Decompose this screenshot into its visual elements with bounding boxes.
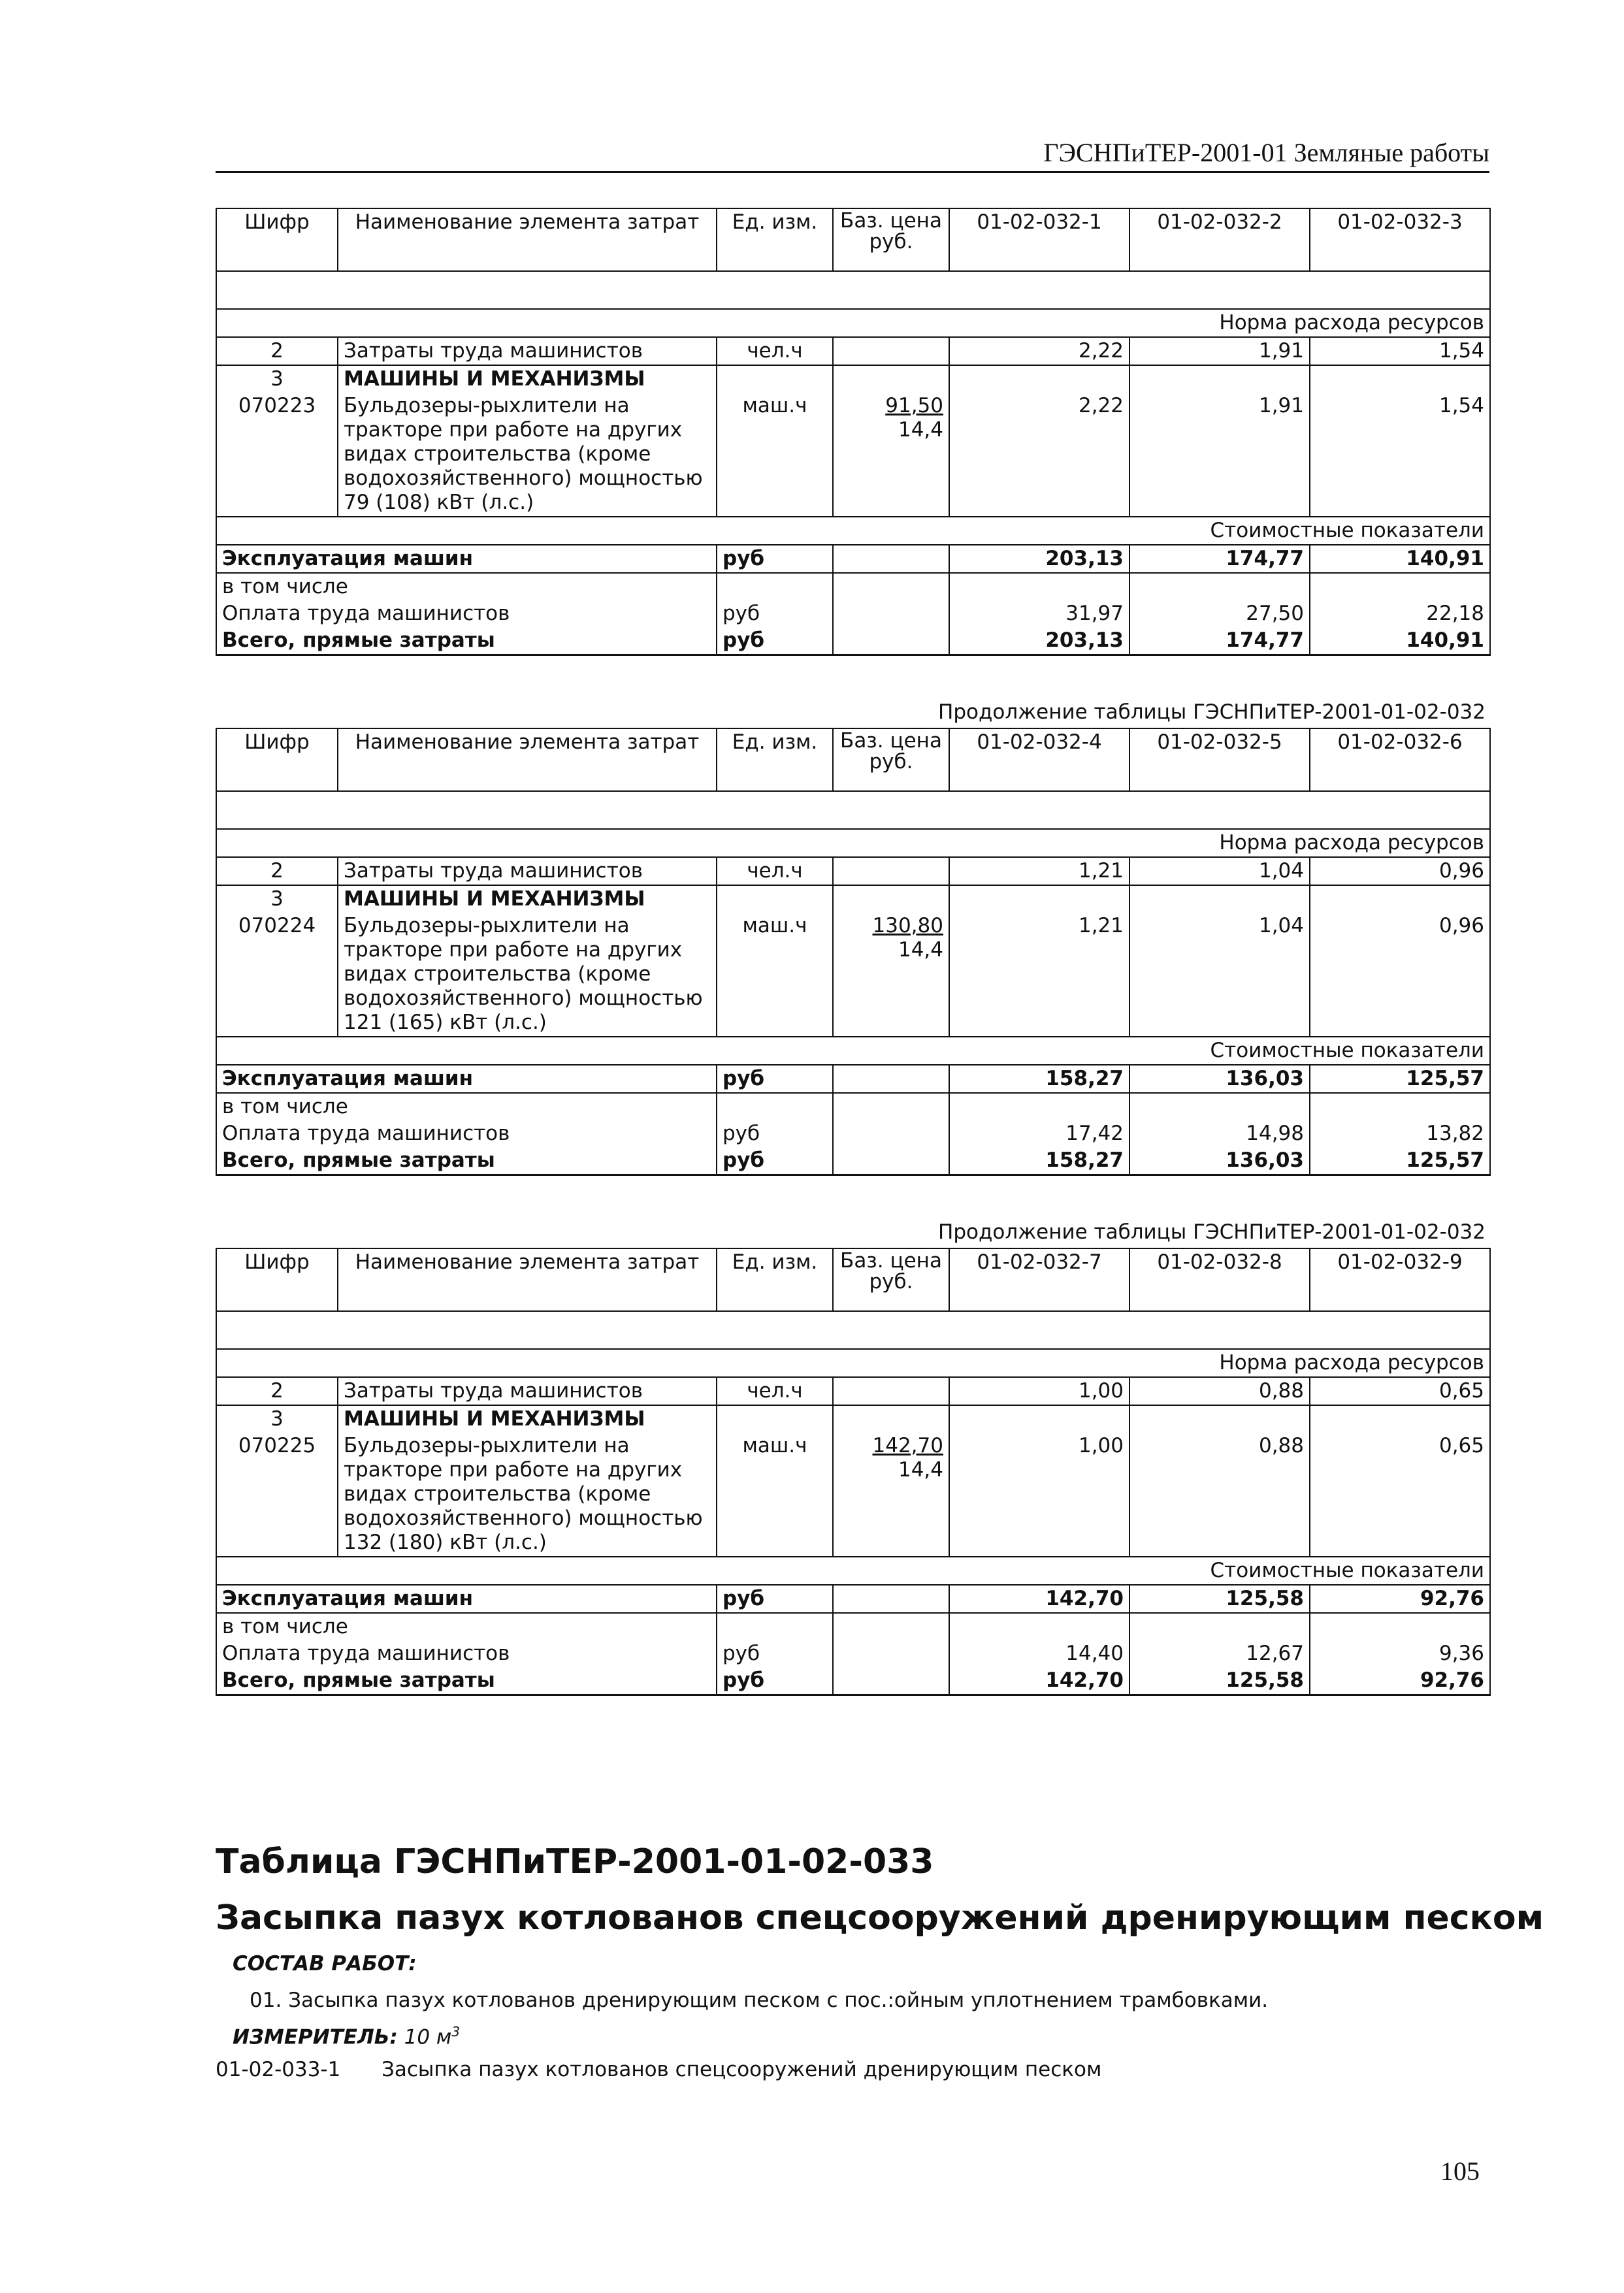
col-header-unit: Ед. изм.	[717, 208, 833, 271]
section-subtitle: Засыпка пазух котлованов спецсооружений дренирующим песком	[216, 1898, 1544, 1938]
exploitation-value: 158,27	[949, 1065, 1129, 1093]
machine-value: 1,91	[1129, 393, 1310, 517]
operator-pay-value: 17,42	[949, 1120, 1129, 1147]
operator-pay-unit: руб	[717, 600, 833, 627]
exploitation-unit: руб	[717, 1585, 833, 1613]
exploitation-value: 125,58	[1129, 1585, 1310, 1613]
labor-code: 2	[216, 857, 338, 885]
col-header-norm-code: 01-02-032-4	[949, 728, 1129, 791]
labor-value: 1,00	[949, 1377, 1129, 1405]
norm-item	[216, 2058, 1101, 2081]
exploitation-value: 140,91	[1310, 545, 1490, 573]
operator-pay-label: Оплата труда машинистов	[216, 600, 717, 627]
total-value: 203,13	[949, 627, 1129, 655]
labor-name: Затраты труда машинистов	[338, 337, 717, 365]
cost-section-label: Стоимостные показатели	[216, 1557, 1490, 1585]
operator-pay-label: Оплата труда машинистов	[216, 1120, 717, 1147]
labor-value: 1,21	[949, 857, 1129, 885]
operator-pay-value: 31,97	[949, 600, 1129, 627]
total-unit: руб	[717, 1147, 833, 1175]
operator-pay-value: 27,50	[1129, 600, 1310, 627]
machine-code: 070223	[216, 393, 338, 517]
measure-unit-power: 3	[451, 2024, 461, 2040]
machines-heading: МАШИНЫ И МЕХАНИЗМЫ	[338, 1405, 717, 1433]
machine-value: 0,65	[1310, 1433, 1490, 1557]
machine-price-labor: 14,4	[898, 418, 943, 442]
labor-value: 2,22	[949, 337, 1129, 365]
machine-price-labor: 14,4	[898, 938, 943, 962]
norm-section-label: Норма расхода ресурсов	[216, 829, 1490, 857]
resource-table-1	[216, 208, 1491, 656]
total-unit: руб	[717, 627, 833, 655]
including-label: в том числе	[216, 1093, 717, 1120]
machine-value: 1,00	[949, 1433, 1129, 1557]
col-header-base-price: Баз. цена руб.	[833, 728, 949, 791]
exploitation-value: 125,57	[1310, 1065, 1490, 1093]
operator-pay-unit: руб	[717, 1120, 833, 1147]
machine-code: 070224	[216, 913, 338, 1037]
including-label: в том числе	[216, 1613, 717, 1640]
total-value: 92,76	[1310, 1667, 1490, 1695]
operator-pay-value: 14,40	[949, 1640, 1129, 1667]
norm-section-label: Норма расхода ресурсов	[216, 1349, 1490, 1377]
col-header-norm-code: 01-02-032-7	[949, 1248, 1129, 1311]
col-header-name: Наименование элемента затрат	[338, 1248, 717, 1311]
machine-value: 0,88	[1129, 1433, 1310, 1557]
machine-name: Бульдозеры-рыхлители на тракторе при работе на других видах строительства (кроме водохозяйственного) мощностью 121 (165) кВт (л.с.)	[338, 913, 717, 1037]
col-header-code: Шифр	[216, 1248, 338, 1311]
including-label: в том числе	[216, 573, 717, 600]
machine-value: 1,04	[1129, 913, 1310, 1037]
labor-code: 2	[216, 1377, 338, 1405]
machine-price-labor: 14,4	[898, 1458, 943, 1482]
operator-pay-value: 14,98	[1129, 1120, 1310, 1147]
cost-section-label: Стоимостные показатели	[216, 1037, 1490, 1065]
total-label: Всего, прямые затраты	[216, 1667, 717, 1695]
machine-value: 1,54	[1310, 393, 1490, 517]
exploitation-label: Эксплуатация машин	[216, 545, 717, 573]
total-value: 174,77	[1129, 627, 1310, 655]
col-header-norm-code: 01-02-032-5	[1129, 728, 1310, 791]
exploitation-label: Эксплуатация машин	[216, 1065, 717, 1093]
machines-code: 3	[216, 365, 338, 393]
resource-table-3	[216, 1248, 1491, 1696]
exploitation-label: Эксплуатация машин	[216, 1585, 717, 1613]
table-continuation-caption: Продолжение таблицы ГЭСНПиТЕР-2001-01-02-032	[938, 1220, 1486, 1244]
labor-unit: чел.ч	[717, 337, 833, 365]
machine-value: 1,21	[949, 913, 1129, 1037]
work-composition-label: СОСТАВ РАБОТ:	[233, 1952, 417, 1976]
cost-section-label: Стоимостные показатели	[216, 517, 1490, 545]
total-value: 140,91	[1310, 627, 1490, 655]
labor-name: Затраты труда машинистов	[338, 1377, 717, 1405]
total-value: 125,57	[1310, 1147, 1490, 1175]
total-label: Всего, прямые затраты	[216, 1147, 717, 1175]
measure-label: ИЗМЕРИТЕЛЬ:	[233, 2025, 398, 2049]
labor-name: Затраты труда машинистов	[338, 857, 717, 885]
table-continuation-caption: Продолжение таблицы ГЭСНПиТЕР-2001-01-02-032	[938, 700, 1486, 724]
operator-pay-value: 9,36	[1310, 1640, 1490, 1667]
col-header-norm-code: 01-02-032-1	[949, 208, 1129, 271]
col-header-norm-code: 01-02-032-9	[1310, 1248, 1490, 1311]
labor-value: 0,65	[1310, 1377, 1490, 1405]
labor-value: 1,91	[1129, 337, 1310, 365]
norm-item-name: Засыпка пазух котлованов спецсооружений дренирующим песком	[382, 2058, 1102, 2081]
machine-code: 070225	[216, 1433, 338, 1557]
labor-value: 0,88	[1129, 1377, 1310, 1405]
total-value: 158,27	[949, 1147, 1129, 1175]
labor-value: 0,96	[1310, 857, 1490, 885]
col-header-unit: Ед. изм.	[717, 1248, 833, 1311]
exploitation-value: 136,03	[1129, 1065, 1310, 1093]
running-header-text: ГЭСНПиТЕР-2001-01 Земляные работы	[1043, 138, 1489, 167]
labor-unit: чел.ч	[717, 1377, 833, 1405]
total-value: 136,03	[1129, 1147, 1310, 1175]
labor-code: 2	[216, 337, 338, 365]
operator-pay-label: Оплата труда машинистов	[216, 1640, 717, 1667]
total-unit: руб	[717, 1667, 833, 1695]
labor-unit: чел.ч	[717, 857, 833, 885]
total-value: 142,70	[949, 1667, 1129, 1695]
col-header-norm-code: 01-02-032-3	[1310, 208, 1490, 271]
work-operation: 01. Засыпка пазух котлованов дренирующим песком с пос.:ойным уплотнением трамбовками.	[250, 1989, 1269, 2012]
running-header	[216, 137, 1489, 173]
machine-name: Бульдозеры-рыхлители на тракторе при работе на других видах строительства (кроме водохозяйственного) мощностью 79 (108) кВт (л.с.)	[338, 393, 717, 517]
section-title: Таблица ГЭСНПиТЕР-2001-01-02-033	[216, 1842, 934, 1881]
exploitation-value: 203,13	[949, 545, 1129, 573]
machine-price: 142,70	[872, 1434, 943, 1457]
operator-pay-value: 22,18	[1310, 600, 1490, 627]
col-header-norm-code: 01-02-032-2	[1129, 208, 1310, 271]
norm-item-code: 01-02-033-1	[216, 2058, 341, 2081]
machine-name: Бульдозеры-рыхлители на тракторе при работе на других видах строительства (кроме водохозяйственного) мощностью 132 (180) кВт (л.с.)	[338, 1433, 717, 1557]
machine-unit: маш.ч	[717, 1433, 833, 1557]
norm-section-label: Норма расхода ресурсов	[216, 309, 1490, 337]
measure-line	[233, 2024, 460, 2049]
total-value: 125,58	[1129, 1667, 1310, 1695]
resource-table-2	[216, 728, 1491, 1176]
col-header-norm-code: 01-02-032-8	[1129, 1248, 1310, 1311]
machine-unit: маш.ч	[717, 393, 833, 517]
col-header-norm-code: 01-02-032-6	[1310, 728, 1490, 791]
operator-pay-unit: руб	[717, 1640, 833, 1667]
machine-value: 2,22	[949, 393, 1129, 517]
exploitation-value: 92,76	[1310, 1585, 1490, 1613]
exploitation-value: 142,70	[949, 1585, 1129, 1613]
labor-value: 1,54	[1310, 337, 1490, 365]
operator-pay-value: 13,82	[1310, 1120, 1490, 1147]
machines-code: 3	[216, 885, 338, 913]
exploitation-value: 174,77	[1129, 545, 1310, 573]
machine-price: 130,80	[872, 914, 943, 937]
col-header-unit: Ед. изм.	[717, 728, 833, 791]
exploitation-unit: руб	[717, 1065, 833, 1093]
machine-price: 91,50	[885, 394, 943, 417]
operator-pay-value: 12,67	[1129, 1640, 1310, 1667]
page-number: 105	[1440, 2156, 1480, 2186]
measure-value: 10 м	[404, 2025, 452, 2049]
col-header-name: Наименование элемента затрат	[338, 208, 717, 271]
labor-value: 1,04	[1129, 857, 1310, 885]
machines-code: 3	[216, 1405, 338, 1433]
col-header-base-price: Баз. цена руб.	[833, 1248, 949, 1311]
col-header-name: Наименование элемента затрат	[338, 728, 717, 791]
machines-heading: МАШИНЫ И МЕХАНИЗМЫ	[338, 365, 717, 393]
col-header-code: Шифр	[216, 208, 338, 271]
col-header-code: Шифр	[216, 728, 338, 791]
machines-heading: МАШИНЫ И МЕХАНИЗМЫ	[338, 885, 717, 913]
machine-value: 0,96	[1310, 913, 1490, 1037]
total-label: Всего, прямые затраты	[216, 627, 717, 655]
col-header-base-price: Баз. цена руб.	[833, 208, 949, 271]
exploitation-unit: руб	[717, 545, 833, 573]
machine-unit: маш.ч	[717, 913, 833, 1037]
